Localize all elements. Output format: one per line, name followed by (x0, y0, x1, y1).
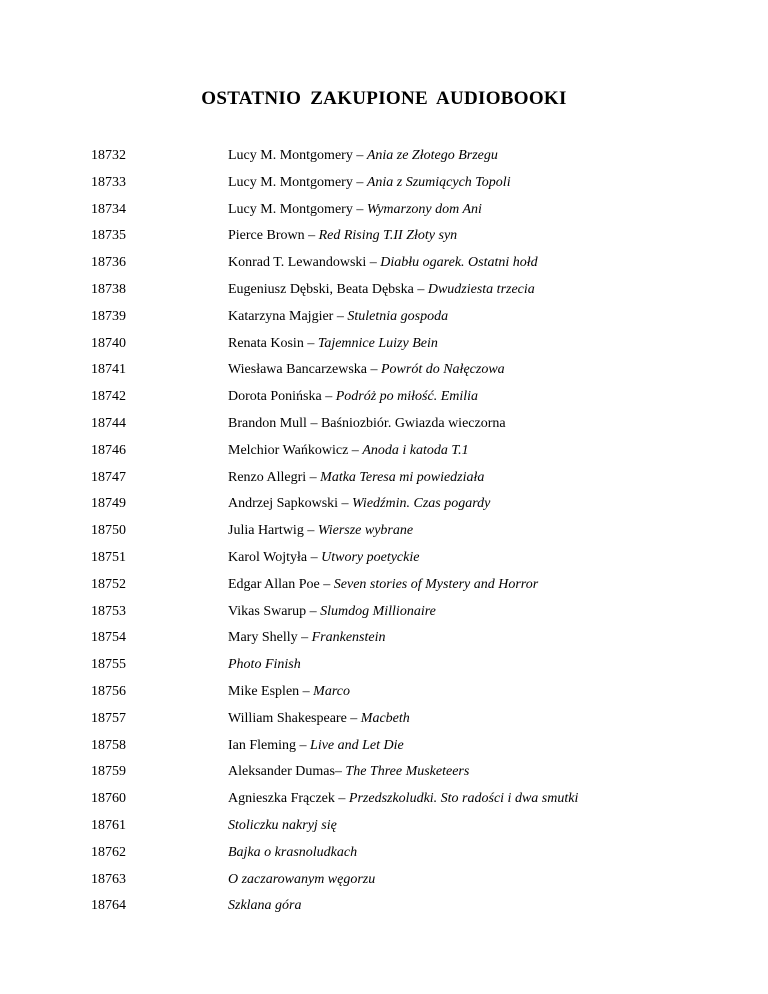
item-title: Dwudziesta trzecia (427, 281, 535, 297)
item-number: 18741 (91, 362, 126, 378)
item-title: Wiersze wybrane (317, 523, 414, 539)
item-title: Red Rising T.II Złoty syn (318, 228, 458, 244)
item-entry (228, 817, 337, 835)
item-title: Przedszkoludki. Sto radości i dwa smutki (348, 791, 579, 807)
item-title: Matka Teresa mi powiedziała (320, 469, 485, 485)
item-entry (228, 147, 498, 165)
item-number: 18764 (91, 898, 126, 914)
item-author: Andrzej Sapkowski – (228, 496, 353, 512)
item-number: 18738 (91, 281, 126, 297)
item-title: Diabłu ogarek. Ostatni hołd (380, 255, 538, 271)
item-title: Podróż po miłość. Emilia (335, 389, 479, 405)
item-author: Eugeniusz Dębski, Beata Dębska – (228, 281, 428, 297)
item-title: Photo Finish (228, 657, 301, 673)
item-entry (228, 388, 478, 406)
item-title: Live and Let Die (310, 737, 404, 753)
item-title: Slumdog Millionaire (320, 603, 436, 619)
item-entry (228, 201, 482, 219)
item-author: Mike Esplen – (228, 683, 314, 699)
item-author: Pierce Brown – (228, 228, 319, 244)
item-number: 18752 (91, 576, 126, 592)
item-entry (228, 361, 505, 379)
item-author: Lucy M. Montgomery – (228, 148, 367, 163)
item-title: Anoda i katoda T.1 (362, 442, 469, 458)
item-number: 18757 (91, 710, 126, 726)
list-item (0, 897, 768, 924)
item-author: Lucy M. Montgomery – (228, 174, 367, 190)
list-item (0, 227, 768, 254)
item-entry (228, 281, 535, 299)
item-title: Macbeth (360, 710, 410, 726)
item-number: 18733 (91, 174, 126, 190)
item-title: Marco (313, 683, 350, 699)
item-entry (228, 844, 357, 862)
item-author: Ian Fleming – (228, 737, 311, 753)
item-author: Renzo Allegri – (228, 469, 321, 485)
list-item (0, 469, 768, 496)
item-number: 18751 (91, 549, 126, 565)
item-author: Dorota Ponińska – (228, 389, 336, 405)
item-number: 18750 (91, 523, 126, 539)
item-entry (228, 174, 511, 192)
item-author: Edgar Allan Poe – (228, 576, 334, 592)
item-author: Aleksander Dumas– (228, 764, 346, 780)
list-item (0, 737, 768, 764)
item-author: Karol Wojtyła – (228, 549, 322, 565)
list-item (0, 656, 768, 683)
list-item (0, 817, 768, 844)
list-item (0, 844, 768, 871)
item-author: Konrad T. Lewandowski – (228, 255, 381, 271)
item-entry (228, 308, 448, 326)
list-item (0, 603, 768, 630)
list-item (0, 308, 768, 335)
item-entry (228, 763, 469, 781)
item-entry (228, 790, 578, 808)
item-number: 18753 (91, 603, 126, 619)
item-number: 18761 (91, 817, 126, 833)
item-entry (228, 227, 457, 245)
item-author: Melchior Wańkowicz – (228, 442, 363, 458)
list-item (0, 254, 768, 281)
item-number: 18756 (91, 683, 126, 699)
item-entry (228, 603, 436, 621)
list-item (0, 361, 768, 388)
item-title: Ania ze Złotego Brzegu (366, 148, 498, 163)
item-author: Mary Shelly – (228, 630, 312, 646)
item-title: Bajka o krasnoludkach (228, 844, 358, 860)
item-number: 18759 (91, 764, 126, 780)
audiobook-list (0, 147, 768, 924)
list-item (0, 495, 768, 522)
list-item (0, 522, 768, 549)
item-title: Stoliczku nakryj się (228, 817, 337, 833)
item-author: Vikas Swarup – (228, 603, 321, 619)
item-author: Brandon Mull – Baśniozbiór. Gwiazda wieczorna (228, 415, 506, 431)
list-item (0, 174, 768, 201)
list-item (0, 147, 768, 174)
item-number: 18747 (91, 469, 126, 485)
item-entry (228, 522, 413, 540)
item-author: Katarzyna Majgier – (228, 308, 348, 324)
item-number: 18746 (91, 442, 126, 458)
item-entry (228, 576, 538, 594)
item-author: Julia Hartwig – (228, 523, 318, 539)
list-item (0, 388, 768, 415)
item-number: 18739 (91, 308, 126, 324)
item-title: Wymarzony dom Ani (366, 201, 482, 217)
item-title: Seven stories of Mystery and Horror (333, 576, 539, 592)
list-item (0, 281, 768, 308)
item-author: Lucy M. Montgomery – (228, 201, 367, 217)
item-entry (228, 683, 350, 701)
list-item (0, 576, 768, 603)
item-number: 18742 (91, 389, 126, 405)
item-entry (228, 442, 469, 460)
item-entry (228, 737, 404, 755)
item-title: Ania z Szumiących Topoli (366, 174, 511, 190)
item-number: 18749 (91, 496, 126, 512)
item-title: Stuletnia gospoda (347, 308, 449, 324)
item-number: 18734 (91, 201, 126, 217)
item-title: O zaczarowanym węgorzu (228, 871, 376, 887)
list-item (0, 683, 768, 710)
item-author: William Shakespeare – (228, 710, 361, 726)
list-item (0, 790, 768, 817)
item-title: Tajemnice Luizy Bein (317, 335, 438, 351)
list-item (0, 415, 768, 442)
list-item (0, 442, 768, 469)
item-number: 18762 (91, 844, 126, 860)
item-entry (228, 415, 506, 433)
item-title: Frankenstein (311, 630, 386, 646)
item-entry (228, 629, 385, 647)
item-title: Utwory poetyckie (321, 549, 420, 565)
item-number: 18740 (91, 335, 126, 351)
item-number: 18763 (91, 871, 126, 887)
item-title: Wiedźmin. Czas pogardy (352, 496, 491, 512)
item-number: 18735 (91, 228, 126, 244)
item-number: 18732 (91, 148, 126, 163)
item-title: The Three Musketeers (345, 764, 470, 780)
item-number: 18760 (91, 791, 126, 807)
item-entry (228, 254, 538, 272)
list-item (0, 763, 768, 790)
list-item (0, 629, 768, 656)
item-author: Renata Kosin – (228, 335, 318, 351)
item-number: 18758 (91, 737, 126, 753)
list-item (0, 710, 768, 737)
item-entry (228, 469, 484, 487)
item-title: Powrót do Nałęczowa (380, 362, 505, 378)
item-entry (228, 549, 419, 567)
item-title: Szklana góra (228, 898, 302, 914)
item-entry (228, 495, 490, 513)
item-number: 18744 (91, 415, 126, 431)
item-entry (228, 710, 410, 728)
list-item (0, 201, 768, 228)
item-entry (228, 335, 438, 353)
item-entry (228, 656, 301, 674)
item-number: 18736 (91, 255, 126, 271)
item-author: Agnieszka Frączek – (228, 791, 349, 807)
list-item (0, 549, 768, 576)
list-item (0, 335, 768, 362)
page-title: OSTATNIO ZAKUPIONE AUDIOBOOKI (201, 88, 567, 109)
item-entry (228, 871, 375, 889)
item-author: Wiesława Bancarzewska – (228, 362, 381, 378)
list-item (0, 871, 768, 898)
item-number: 18755 (91, 657, 126, 673)
item-entry (228, 897, 302, 915)
item-number: 18754 (91, 630, 126, 646)
